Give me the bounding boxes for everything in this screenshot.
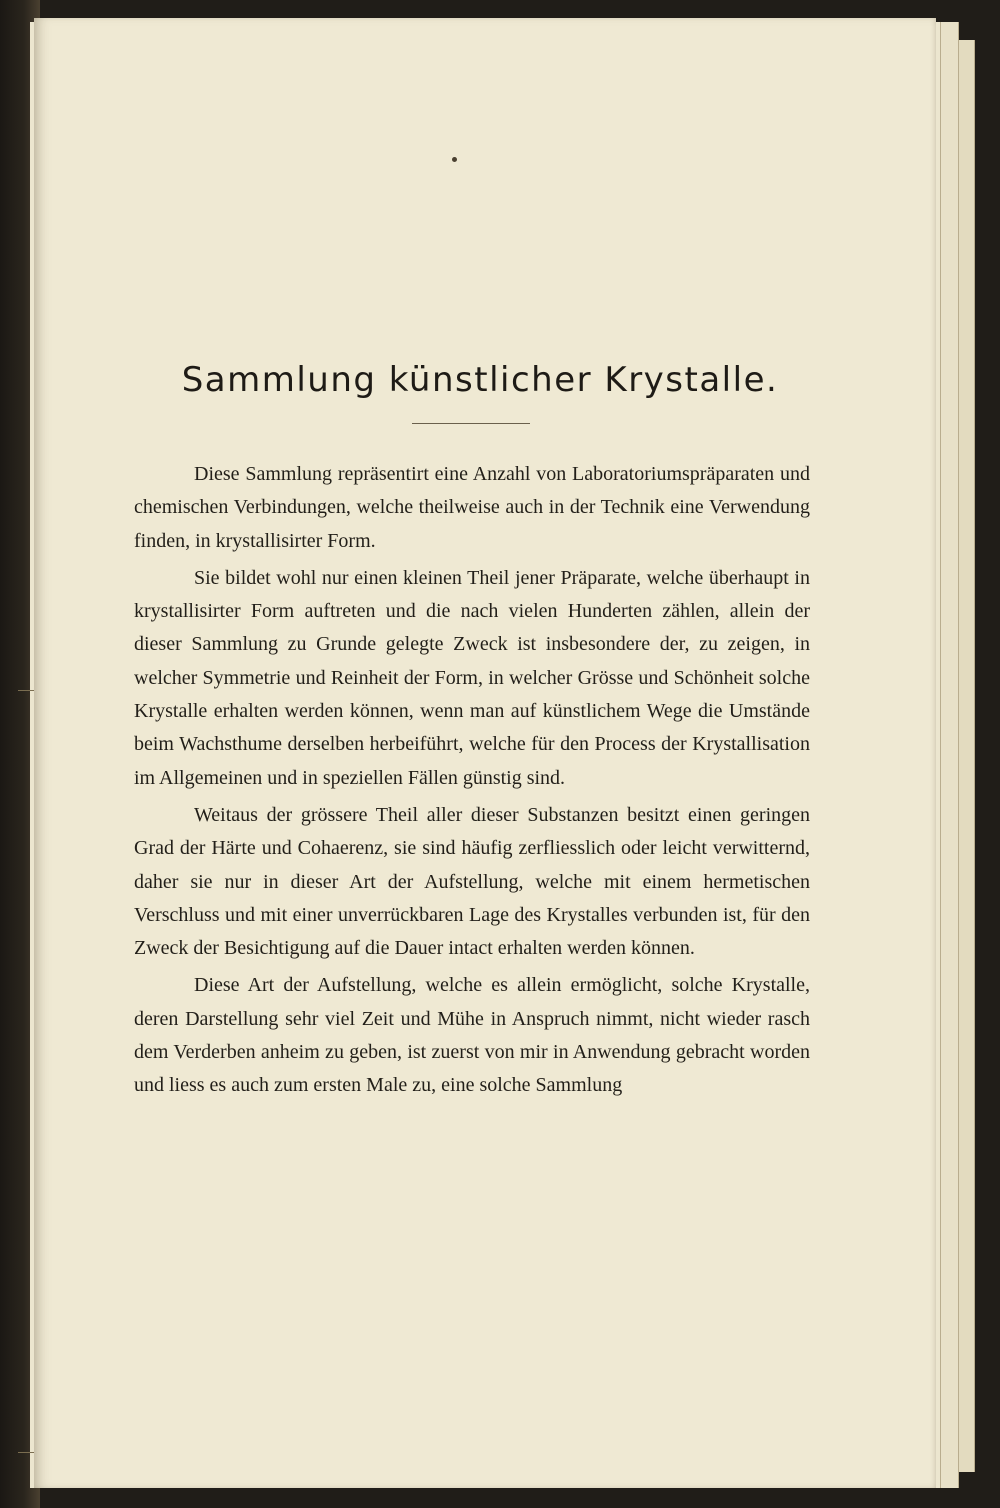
paragraph: Diese Sammlung repräsentirt eine Anzahl von Laboratoriumspräparaten und chemischen Verbindungen, welche theilweise auch in der Technik eine Verwendung finden, in krystallisirter Form.: [134, 463, 810, 552]
paragraph: Sie bildet wohl nur einen kleinen Theil jener Präparate, welche überhaupt in krystallisirter Form auftreten und die nach vielen Hunderten zählen, allein der dieser Sammlung zu Grunde gelegte Zweck ist insbesondere der, zu zeigen, in welcher Symmetrie und Reinheit der Form, in welcher Grösse und Schönheit solche Krystalle erhalten werden können, wenn man auf künstlichem Wege die Umstände beim Wachsthume derselben herbeiführt, welche für den Process der Krystallisation im Allgemeinen und in speziellen Fällen günstig sind.: [134, 566, 810, 789]
paragraph: Weitaus der grössere Theil aller dieser Substanzen besitzt einen geringen Grad der Härte und Cohaerenz, sie sind häufig zerfliesslich oder leicht verwitternd, daher sie nur in dieser Art der Aufstellung, welche mit einem hermetischen Verschluss und mit einer unverrückbaren Lage des Krystalles verbunden ist, für den Zweck der Besichtigung auf die Dauer intact erhalten werden können.: [134, 803, 810, 960]
page-title: Sammlung künstlicher Krystalle.: [181, 360, 779, 400]
ornament-dot: [452, 157, 457, 162]
title-rule: [412, 423, 530, 424]
paragraph: Diese Art der Aufstellung, welche es allein ermöglicht, solche Krystalle, deren Darstellung sehr viel Zeit und Mühe in Anspruch nimmt, nicht wieder rasch dem Verderben anheim zu geben, ist zuerst von mir in Anwendung gebracht worden und liess es auch zum ersten Male zu, eine solche Sammlung: [134, 974, 810, 1097]
body-text: [134, 458, 810, 1107]
